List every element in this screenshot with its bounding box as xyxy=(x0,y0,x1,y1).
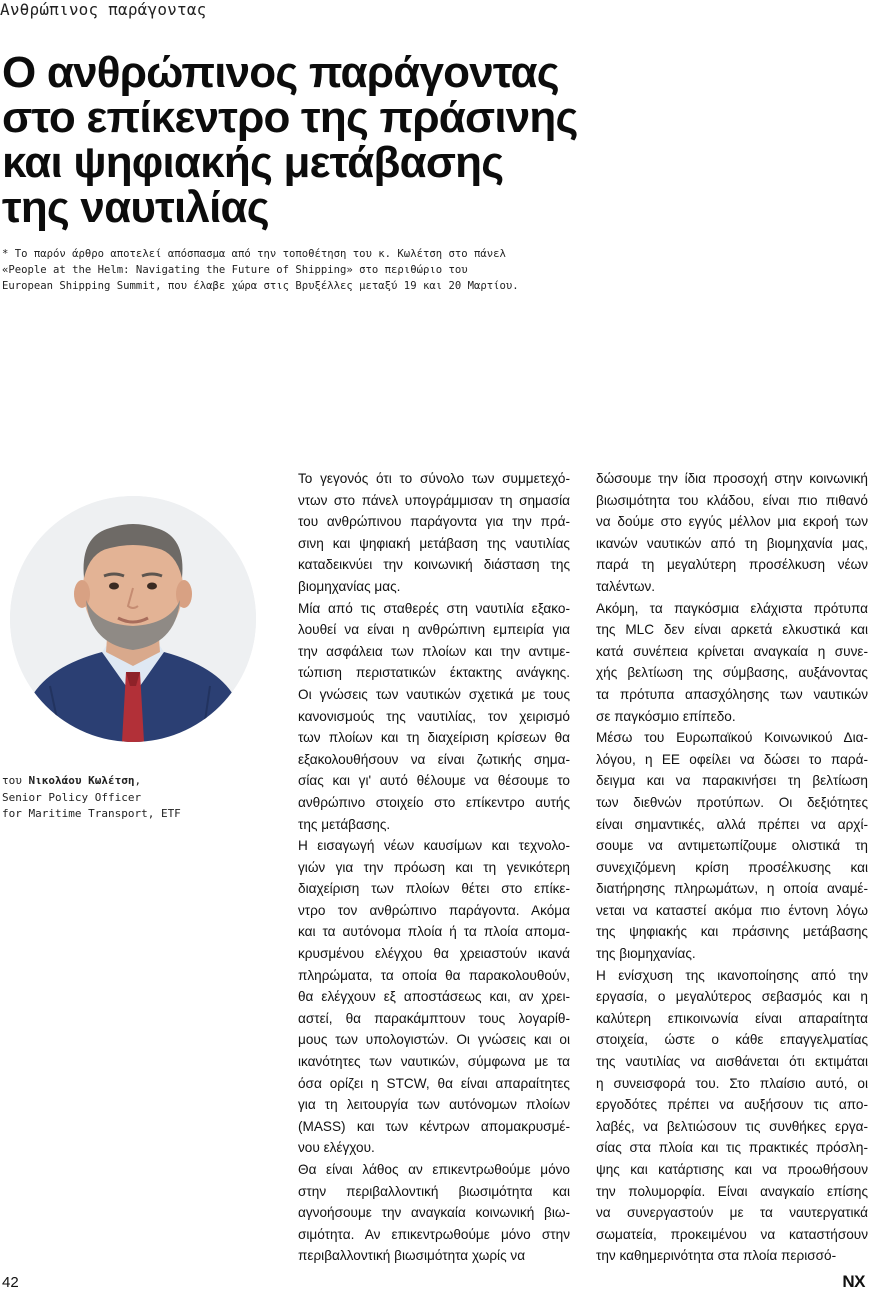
article-column-1 xyxy=(298,468,570,1267)
body-text-line: θα ελέγχουν εξ αποστάσεως και, αν χρει- xyxy=(298,989,570,1005)
body-text-line: να συνεργαστούν με τα ναυτεργατικά xyxy=(596,1205,868,1221)
body-text-line: Η ενίσχυση της ικανοποίησης από την xyxy=(596,967,868,983)
author-name: Νικολάου Κωλέτση xyxy=(28,774,135,787)
body-text-line: χής βελτίωση της σύμβασης, αυξάνοντας xyxy=(596,665,868,681)
body-text-line: να δούμε στο εγγύς μέλλον μια εκροή των xyxy=(596,514,868,530)
body-text-line: κανονισμούς της ναυτιλίας, τον χειρισμό xyxy=(298,708,570,724)
body-text-line: των πλοίων και τη διαχείριση κρίσεων θα xyxy=(298,730,570,746)
footnote-line: European Shipping Summit, που έλαβε χώρα στις Βρυξέλλες μεταξύ 19 και 20 Μαρτίου. xyxy=(2,280,519,292)
body-text-line: συνεχιζόμενη κρίση προσέλκυσης και xyxy=(596,859,868,875)
body-text-line: λουθεί να είναι η ανθρώπινη εμπειρία για xyxy=(298,622,570,638)
body-text-line: εξακολουθήσουν να είναι ζωτικής σημα- xyxy=(298,751,570,767)
headline-line: στο επίκεντρο της πράσινης xyxy=(2,93,578,142)
body-text-line: καλύτερη επικοινωνία είναι απαραίτητα xyxy=(596,1010,868,1026)
body-text-line: Μία από τις σταθερές στη ναυτιλία εξακο- xyxy=(298,600,570,616)
body-text-line: καταδεικνύει την κοινωνική διάσταση της xyxy=(298,557,570,573)
body-text-line: νεται να καταστεί ακόμα πιο έντονη λόγω xyxy=(596,902,868,918)
body-text-line: διατήρησης πληρωμάτων, η οποία αναμέ- xyxy=(596,881,868,897)
body-text-line: για τη λειτουργία των αυτόνομων πλοίων xyxy=(298,1097,570,1113)
body-text-line: αγνοήσουμε την αναγκαία κοινωνική βιω- xyxy=(298,1205,570,1221)
body-text-line: Το γεγονός ότι το σύνολο των συμμετεχό- xyxy=(298,471,570,486)
body-text-line: περιβαλλοντική βιωσιμότητα χωρίς να xyxy=(298,1248,526,1264)
section-label: Ανθρώπινος παράγοντας xyxy=(0,0,207,19)
body-text-line: είναι σημαντικές, αλλά πρέπει να αρχί- xyxy=(596,816,868,832)
body-text-line: δώσουμε την ίδια προσοχή στην κοινωνική xyxy=(596,471,868,486)
byline-prefix: του xyxy=(2,774,29,787)
article-column-2 xyxy=(596,468,868,1267)
body-text-line: του ανθρώπινου παράγοντα για την πρά- xyxy=(298,514,570,530)
body-text-line: τα πρότυπα απασχόλησης των ναυτικών xyxy=(596,686,868,702)
body-text-line: Θα είναι λάθος αν επικεντρωθούμε μόνο xyxy=(298,1162,570,1177)
article-footnote xyxy=(2,246,602,294)
body-text-line: σε παγκόσμιο επίπεδο. xyxy=(596,708,736,724)
body-text-line: (MASS) και των κέντρων απομακρυσμέ- xyxy=(298,1118,570,1134)
magazine-logo: NX xyxy=(842,1272,865,1291)
body-text-line: σωματεία, προκειμένου να καταστήσουν xyxy=(596,1226,868,1242)
body-text-line: βιομηχανίας μας. xyxy=(298,578,401,594)
body-text-line: των διεθνών προτύπων. Οι δεξιότητες xyxy=(596,794,868,810)
body-text-line: ντων στο πάνελ υπογράμμισαν τη σημασία xyxy=(298,492,570,508)
footnote-line: * Το παρόν άρθρο αποτελεί απόσπασμα από την τοποθέτηση του κ. Κωλέτση στο πάνελ xyxy=(2,248,506,260)
body-text-line: σίας στα πλοία και τις πρακτικές πρόσλη- xyxy=(596,1140,868,1156)
headline-line: Ο ανθρώπινος παράγοντας xyxy=(2,48,559,97)
body-text-line: σουμε να αντιμετωπίζουμε ολιστικά τη xyxy=(596,838,868,854)
body-text-line: της ναυτιλίας να αισθάνεται ότι εκτιμάται xyxy=(596,1054,868,1070)
body-text-line: κατά συνέπεια κρίνεται αναγκαία η συνε- xyxy=(596,643,868,659)
body-text-line: η συνεισφορά του. Στο πλαίσιο αυτό, οι xyxy=(596,1075,868,1091)
page-number: 42 xyxy=(2,1274,19,1291)
author-portrait xyxy=(10,496,256,742)
body-text-line: ψης και κατάρτισης και να προωθήσουν xyxy=(596,1162,868,1177)
author-portrait-illustration xyxy=(10,496,256,742)
body-text-line: διαχείριση των πλοίων θέτει στο επίκε- xyxy=(298,881,570,897)
body-text-line: νου ελέγχου. xyxy=(298,1140,375,1156)
body-text-line: μους των υπολογιστών. Οι γνώσεις και οι xyxy=(298,1032,570,1048)
body-text-line: σινη και ψηφιακή μετάβαση της ναυτιλίας xyxy=(298,535,570,551)
body-text-line: γιών για την πρόωση και τη γενικότερη xyxy=(298,859,570,875)
byline-author-line xyxy=(2,773,242,790)
body-text-line: Η εισαγωγή νέων καυσίμων και τεχνολο- xyxy=(298,838,570,854)
body-text-line: ικανών ναυτικών από τη βιομηχανία μας, xyxy=(596,535,868,551)
body-text-line: λαβές, να βελτιώσουν τις συνθήκες εργα- xyxy=(596,1118,868,1134)
body-text-line: κρυσμένου ελέγχου θα χρειαστούν ικανά xyxy=(298,946,570,962)
body-text-line: στοιχεία, ώστε ο κάθε επαγγελματίας xyxy=(596,1032,868,1048)
author-organization: for Maritime Transport, ETF xyxy=(2,807,181,820)
body-text-line: σιμότητα. Αν επικεντρωθούμε μόνο στην xyxy=(298,1226,570,1242)
body-text-line: όσα ορίζει η STCW, θα είναι απαραίτητες xyxy=(298,1075,570,1091)
body-text-line: τώπιση περιστατικών έκτακτης ανάγκης. xyxy=(298,665,570,681)
body-text-line: την πολυμορφία. Είναι αναγκαίο επίσης xyxy=(596,1183,868,1199)
body-text-line: εργασία, ο μεγαλύτερος σεβασμός και η xyxy=(596,989,868,1005)
body-text-line: ανθρώπινο στοιχείο στο επίκεντρο αυτής xyxy=(298,794,570,810)
body-text-line: Ακόμη, τα παγκόσμια ελάχιστα πρότυπα xyxy=(596,600,868,616)
body-text-line: της ψηφιακής και πράσινης μετάβασης xyxy=(596,924,868,940)
body-text-line: σίας και γι' αυτό θέλουμε να θέσουμε το xyxy=(298,773,570,789)
body-text-line: την ασφάλεια των πλοίων και την αντιμε- xyxy=(298,643,570,659)
body-text-line: και τα αυτόνομα πλοία ή τα πλοία απομα- xyxy=(298,924,570,940)
body-text-line: δειγμα και να παρακινήσει τη βελτίωση xyxy=(596,773,868,789)
footnote-line: «People at the Helm: Navigating the Future of Shipping» στο περιθώριο του xyxy=(2,264,468,276)
body-text-line: βιωσιμότητα του κλάδου, είναι πιο πιθανό xyxy=(596,492,868,508)
author-role: Senior Policy Officer xyxy=(2,790,142,804)
body-text-line: της MLC δεν είναι αρκετά ελκυστικά και xyxy=(596,622,868,638)
body-text-line: παρά τη μεγαλύτερη προσέλκυση νέων xyxy=(596,557,868,573)
body-text-line: ταλέντων. xyxy=(596,578,656,594)
headline-line: και ψηφιακής μετάβασης xyxy=(2,138,504,187)
body-text-line: ντρο τον ανθρώπινο παράγοντα. Ακόμα xyxy=(298,902,570,918)
body-text-line: εργοδότες πρέπει να αυξήσουν τις απο- xyxy=(596,1097,868,1113)
body-text-line: λόγου, η ΕΕ οφείλει να δώσει το παρά- xyxy=(596,751,868,767)
body-text-line: της μετάβασης. xyxy=(298,816,391,832)
body-text-line: στην περιβαλλοντική βιωσιμότητα και xyxy=(298,1183,570,1199)
byline-comma: , xyxy=(134,774,142,787)
body-text-line: Μέσω του Ευρωπαϊκού Κοινωνικού Δια- xyxy=(596,730,868,746)
article-headline xyxy=(2,50,862,230)
body-text-line: της βιομηχανίας. xyxy=(596,946,696,962)
body-text-line: αστεί, θα παρακάμπτουν τους λογαρίθ- xyxy=(298,1010,570,1026)
body-text-line: την καθημερινότητα στα πλοία περισσό- xyxy=(596,1248,837,1264)
author-byline xyxy=(2,773,242,823)
body-text-line: πληρώματα, τα οποία θα παρακολουθούν, xyxy=(298,967,570,983)
body-text-line: ικανότητες των ναυτικών, σύμφωνα με τα xyxy=(298,1054,570,1070)
body-text-line: Οι γνώσεις των ναυτικών σχετικά με τους xyxy=(298,686,570,702)
headline-line: της ναυτιλίας xyxy=(2,183,269,232)
